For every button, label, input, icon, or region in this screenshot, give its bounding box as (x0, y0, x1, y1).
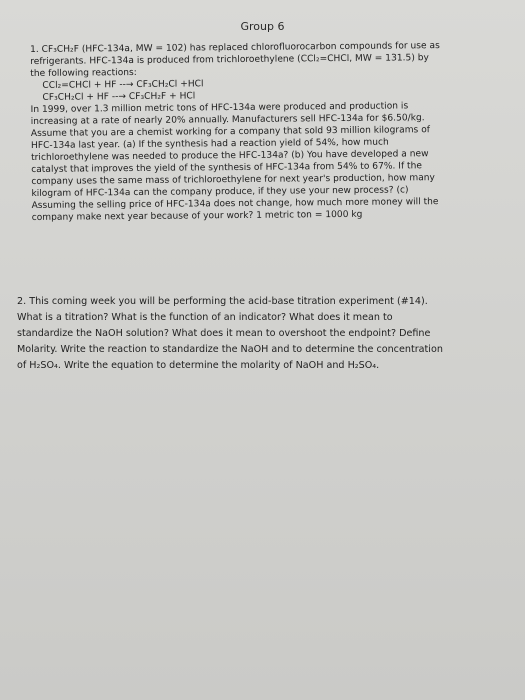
q1-line: Assume that you are a chemist working for a company that sold 93 million kilograms of (30, 125, 430, 139)
q2-line: 2. This coming week you will be performing the acid-base titration experiment (#14). (17, 296, 428, 307)
q1-reaction-1: CCl₂=CHCl + HF --→ CF₃CH₂Cl +HCl (42, 79, 204, 91)
q1-line: increasing at a rate of nearly 20% annually. Manufacturers sell HFC-134a for $6.50/kg. (30, 113, 425, 127)
q1-line: refrigerants. HFC-134a is produced from trichloroethylene (CCl₂=CHCl, MW = 131.5) by (30, 53, 429, 67)
q2-line: standardize the NaOH solution? What does it mean to overshoot the endpoint? Define (17, 328, 431, 339)
q1-line: catalyst that improves the yield of the synthesis of HFC-134a from 54% to 67%. If the (31, 161, 423, 175)
question-2 (17, 294, 522, 374)
q1-line: 1. CF₃CH₂F (HFC-134a, MW = 102) has replaced chlorofluorocarbon compounds for use as (30, 41, 440, 55)
q1-line: company uses the same mass of trichloroethylene for next year's production, how many (31, 173, 435, 187)
q1-reaction-2: CF₃CH₂Cl + HF --→ CF₃CH₂F + HCl (42, 91, 196, 103)
q2-line: What is a titration? What is the function of an indicator? What does it mean to (17, 312, 393, 323)
q2-line: Molarity. Write the reaction to standardize the NaOH and to determine the concentration (17, 344, 443, 355)
q2-line: of H₂SO₄. Write the equation to determine the molarity of NaOH and H₂SO₄. (17, 360, 380, 371)
q1-line: kilogram of HFC-134a can the company produce, if they use your new process? (c) (31, 185, 409, 199)
q1-line: the following reactions: (30, 67, 137, 79)
page-title: Group 6 (240, 20, 285, 33)
q1-line: HFC-134a last year. (a) If the synthesis had a reaction yield of 54%, how much (30, 137, 389, 151)
question-1 (30, 39, 504, 224)
q1-line: Assuming the selling price of HFC-134a does not change, how much more money will the (31, 197, 439, 211)
q1-line: In 1999, over 1.3 million metric tons of HFC-134a were produced and production is (30, 101, 409, 115)
q1-line: trichloroethylene was needed to produce the HFC-134a? (b) You have developed a new (31, 149, 429, 163)
q1-line: company make next year because of your work? 1 metric ton = 1000 kg (31, 209, 363, 223)
